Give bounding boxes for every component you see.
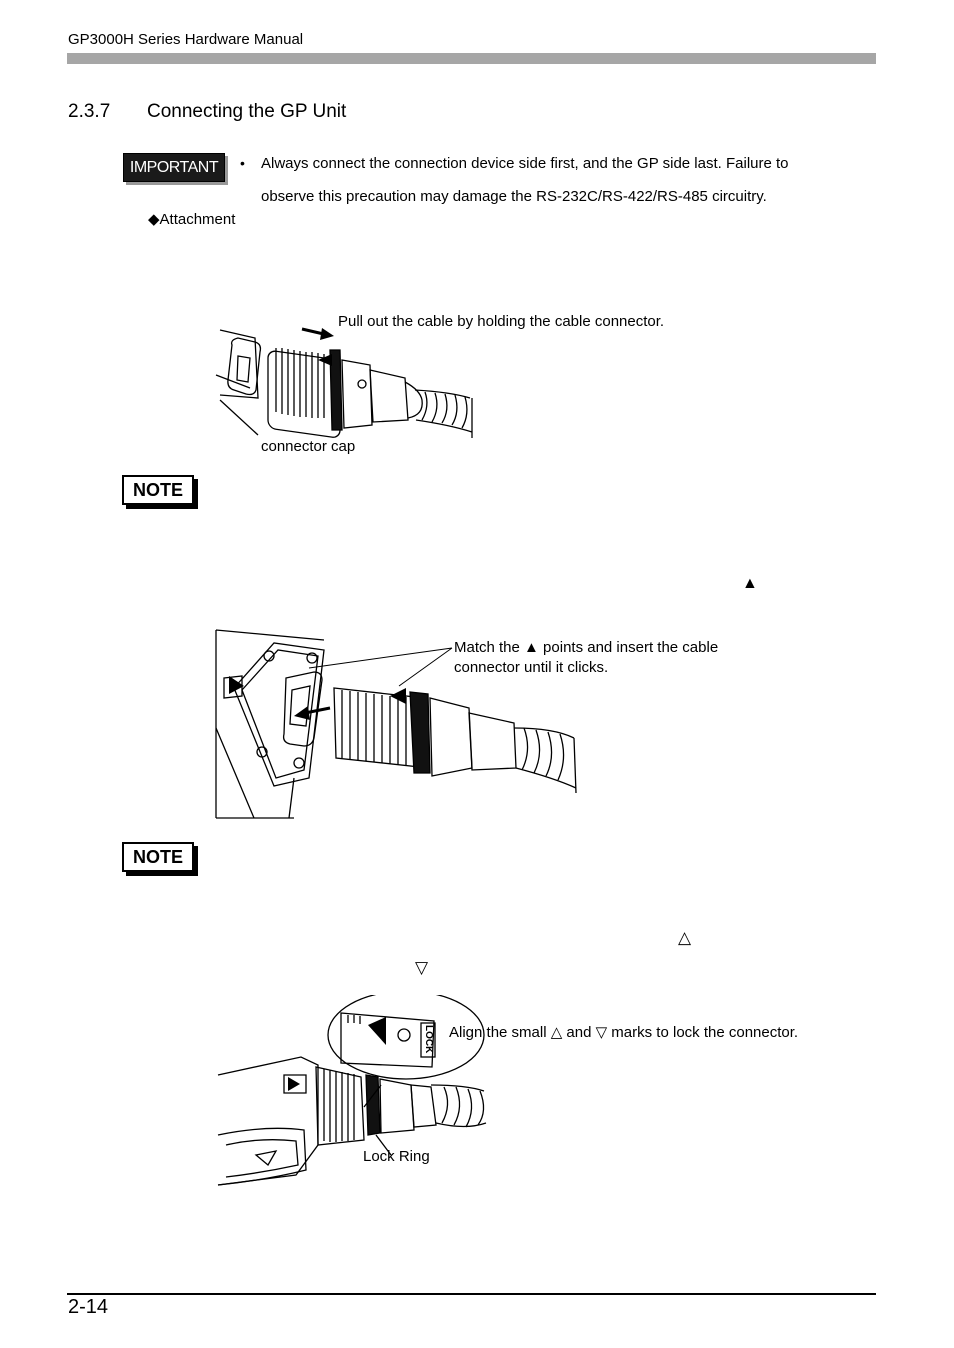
match-points-label-line2: connector until it clicks. — [454, 659, 609, 676]
section-number: 2.3.7 — [68, 101, 111, 122]
header-title: GP3000H Series Hardware Manual — [68, 31, 304, 48]
attachment-heading: ◆Attachment — [148, 211, 236, 228]
important-text-line1: Always connect the connection device side first, and the GP side last. Failure to — [261, 155, 789, 172]
bullet: • — [240, 155, 245, 171]
pull-cable-label: Pull out the cable by holding the cable connector. — [338, 313, 665, 330]
note2-down-triangle-symbol: ▽ — [415, 958, 429, 977]
important-text-line2: observe this precaution may damage the RS-232C/RS-422/RS-485 circuitry. — [261, 188, 767, 205]
lock-ring-label: Lock Ring — [363, 1148, 430, 1165]
match-points-label-line1: Match the ▲ points and insert the cable — [454, 639, 719, 656]
lock-text: LOCK — [423, 1025, 434, 1054]
footer-rule — [67, 1293, 876, 1295]
section-title: Connecting the GP Unit — [147, 101, 347, 122]
note-badge-2: NOTE — [122, 842, 194, 872]
note2-up-triangle-symbol: △ — [678, 928, 692, 947]
page-number: 2-14 — [68, 1296, 109, 1318]
align-marks-label: Align the small △ and ▽ marks to lock the connector. — [449, 1024, 799, 1041]
connector-cap-label: connector cap — [261, 438, 356, 455]
note1-triangle-symbol: ▲ — [742, 575, 758, 592]
important-badge: IMPORTANT — [123, 153, 225, 182]
connector-cap-figure — [210, 320, 480, 445]
header-rule — [67, 53, 876, 64]
note-badge-1: NOTE — [122, 475, 194, 505]
